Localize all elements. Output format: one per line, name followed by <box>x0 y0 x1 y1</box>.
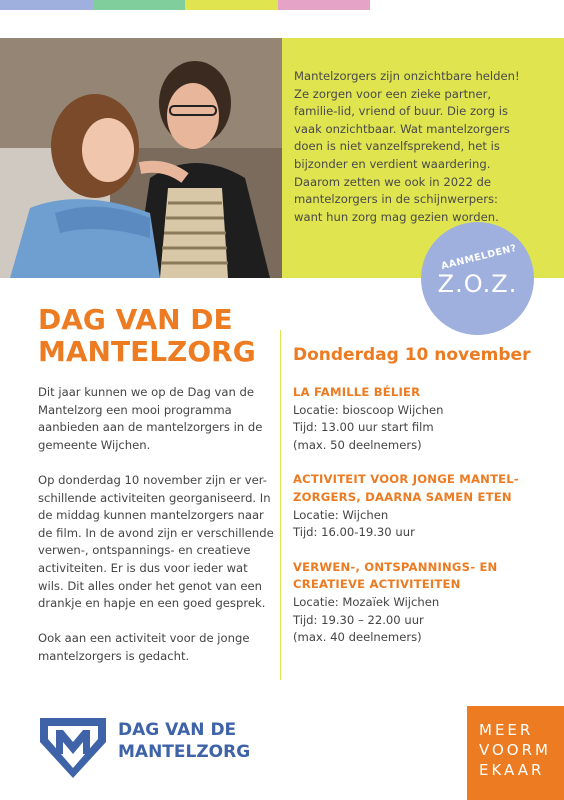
mvk-line: EKAAR <box>479 761 545 779</box>
event-title: LA FAMILLE BÉLIER <box>293 385 421 399</box>
logo-line: DAG VAN DE <box>118 720 237 740</box>
dag-van-de-mantelzorg-logo <box>36 716 286 782</box>
stripe-pink <box>278 0 371 10</box>
badge-top-text: AANMELDEN? <box>440 242 518 273</box>
event-capacity: (max. 40 deelnemers) <box>293 630 422 645</box>
intro-paragraph: Op donderdag 10 november zijn er ver-schillende activiteiten georganiseerd. In de middag kunnen mantelzorgers naar de film. In de avond zijn er verschillende verwen-, ontspannings- en creatieve activiteiten. Er is dus voor ieder wat wils. Dit alles onder het genot van een drankje en hapje en een goed gesprek. <box>38 472 274 611</box>
event-location: Locatie: Wijchen <box>293 507 389 522</box>
stripe-blue <box>0 0 93 10</box>
event-time: Tijd: 13.00 uur start film <box>293 420 434 435</box>
event-item <box>293 471 558 541</box>
logo-text <box>118 719 288 763</box>
intro-text <box>38 384 276 683</box>
page-title: DAG VAN DE MANTELZORG <box>38 303 256 368</box>
badge-main-text: Z.O.Z. <box>437 270 518 298</box>
stripe-green <box>93 0 186 10</box>
stripe-yellow <box>185 0 278 10</box>
event-list <box>293 384 558 664</box>
intro-paragraph: Dit jaar kunnen we op de Dag van de Mantelzorg een mooi programma aanbieden aan de mantelzorgers in de gemeente Wijchen. <box>38 385 263 452</box>
event-item <box>293 384 558 454</box>
register-badge[interactable] <box>421 222 534 335</box>
event-location: Locatie: Mozaïek Wijchen <box>293 594 440 609</box>
mvk-line: VOORM <box>479 741 551 759</box>
logo-line: MANTELZORG <box>118 742 251 762</box>
meer-voor-mekaar-logo <box>467 706 564 800</box>
intro-box-text: Mantelzorgers zijn onzichtbare helden! Ze zorgen voor een zieke partner, familie-lid, vriend of buur. Die zorg is vaak onzichtbaar. Wat mantelzorgers doen is niet vanzelfsprekend, het is bijzonder en verdient waardering. Daarom zetten we ook in 2022 de mantelzorgers in de schijnwerpers: want hun zorg mag gezien worden. <box>294 69 520 224</box>
event-item <box>293 559 558 647</box>
intro-paragraph: Ook aan een activiteit voor de jonge mantelzorgers is gedacht. <box>38 631 250 663</box>
event-date: Donderdag 10 november <box>293 345 531 365</box>
heart-m-icon <box>36 716 110 780</box>
mvk-line: MEER <box>479 721 534 739</box>
mvk-text <box>479 720 551 780</box>
mother-daughter-photo <box>0 38 282 278</box>
event-capacity: (max. 50 deelnemers) <box>293 437 422 452</box>
top-color-stripes <box>0 0 370 10</box>
event-time: Tijd: 19.30 – 22.00 uur <box>293 612 424 627</box>
event-title: VERWEN-, ONTSPANNINGS- EN CREATIEVE ACTIVITEITEN <box>293 559 498 592</box>
event-location: Locatie: bioscoop Wijchen <box>293 402 444 417</box>
column-divider <box>280 330 281 680</box>
event-time: Tijd: 16.00-19.30 uur <box>293 525 415 540</box>
event-title: ACTIVITEIT VOOR JONGE MANTEL-ZORGERS, DAARNA SAMEN ETEN <box>293 472 519 504</box>
photo-illustration <box>0 38 282 278</box>
